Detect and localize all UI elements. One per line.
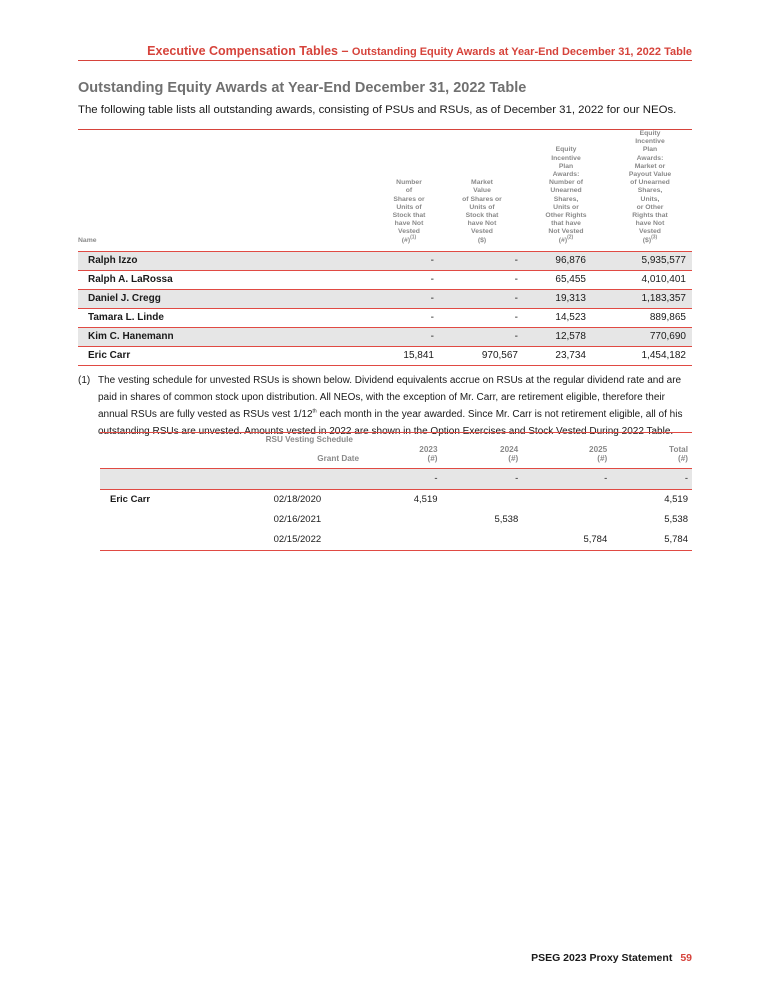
col-header-2024: 2024 (#) (500, 444, 519, 463)
row-shares: - (378, 308, 440, 327)
running-header-subsection: Outstanding Equity Awards at Year-End December 31, 2022 Table (351, 46, 692, 58)
row-value: - (440, 308, 524, 327)
col-header-2023: 2023 (#) (419, 444, 438, 463)
cell-2024: 5,538 (494, 514, 519, 525)
page-title: Outstanding Equity Awards at Year-End December 31, 2022 Table (78, 80, 527, 96)
col-header-market-value: Market Value of Shares or Units of Stock that have Not Vested ($) (440, 130, 524, 252)
running-header-section: Executive Compensation Tables – (147, 44, 349, 58)
table-row (100, 489, 692, 510)
running-header (78, 44, 692, 58)
cell-2025 (522, 510, 611, 530)
row-value: - (440, 289, 524, 308)
row-payout: 4,010,401 (608, 270, 692, 289)
row-name: Kim C. Hanemann (78, 327, 378, 346)
row-payout: 889,865 (608, 308, 692, 327)
cell-2024: - (442, 468, 523, 489)
rsu-header-row (100, 445, 692, 469)
cell-2025: 5,784 (522, 530, 611, 551)
footnote-ref-1: (1) (410, 234, 417, 241)
row-unearned: 65,455 (524, 270, 608, 289)
cell-2023 (369, 510, 441, 530)
col-header-shares-not-vested: Number of Shares or Units of Stock that have Not Vested (#)$^{(1)}$ (378, 130, 440, 252)
cell-2023: 4,519 (369, 489, 441, 510)
intro-paragraph: The following table lists all outstanding awards, consisting of PSUs and RSUs, as of December 31, 2022 for our NEOs. (78, 104, 677, 116)
footnote-ref-2: (2) (567, 234, 574, 241)
row-shares: - (378, 289, 440, 308)
table-row (78, 289, 692, 308)
col-header-unearned-shares: Equity Incentive Plan Awards: Number of Unearned Shares, Units or Other Rights that have Not Vested (#)$^{(2)}$ (524, 130, 608, 252)
cell-grant-date: 02/16/2021 (273, 514, 322, 525)
table-row (78, 346, 692, 365)
col-header-payout-value: Equity Incentive Plan Awards: Market or Payout Value of Unearned Shares, Units, or Other Rights that have Not Vested ($)$^{(3)}$ (608, 130, 692, 252)
row-value: - (440, 270, 524, 289)
row-value: 970,567 (440, 346, 524, 365)
rsu-vesting-schedule-table (100, 432, 692, 551)
table-row (100, 510, 692, 530)
row-payout: 1,454,182 (608, 346, 692, 365)
header-divider (78, 60, 692, 61)
row-name: Daniel J. Cregg (78, 289, 378, 308)
col-header-name: Name (78, 130, 378, 252)
outstanding-awards-table (78, 129, 692, 366)
row-shares: 15,841 (378, 346, 440, 365)
rsu-row-name: Eric Carr (100, 489, 266, 510)
table-row (78, 327, 692, 346)
col-header-2025: 2025 (#) (589, 444, 608, 463)
cell-total: 4,519 (611, 489, 692, 510)
cell-2023: - (369, 468, 441, 489)
footnote-marker: (1) (78, 375, 91, 386)
row-unearned: 23,734 (524, 346, 608, 365)
row-shares: - (378, 327, 440, 346)
cell-2025 (522, 489, 611, 510)
table-row (78, 251, 692, 270)
footnote-1 (78, 372, 692, 440)
cell-grant-date: 02/15/2022 (266, 530, 369, 551)
cell-grant-date: 02/18/2020 (266, 489, 369, 510)
row-unearned: 96,876 (524, 251, 608, 270)
cell-2025: - (522, 468, 611, 489)
cell-2024 (442, 489, 523, 510)
cell-2024 (442, 530, 523, 551)
row-name: Eric Carr (78, 346, 378, 365)
row-payout: 1,183,357 (608, 289, 692, 308)
footnote-ref-3: (3) (651, 234, 658, 241)
row-payout: 770,690 (608, 327, 692, 346)
cell-total: - (611, 468, 692, 489)
page-footer (531, 952, 692, 964)
row-unearned: 12,578 (524, 327, 608, 346)
row-value: - (440, 327, 524, 346)
footer-publication: PSEG 2023 Proxy Statement (531, 952, 673, 964)
table-row (78, 270, 692, 289)
table-header-row (78, 130, 692, 252)
rsu-table-caption: RSU Vesting Schedule (266, 433, 692, 445)
cell-total: 5,538 (664, 514, 688, 525)
row-name: Ralph A. LaRossa (78, 270, 378, 289)
cell-total: 5,784 (611, 530, 692, 551)
row-unearned: 19,313 (524, 289, 608, 308)
row-shares: - (378, 251, 440, 270)
cell-2023 (369, 530, 441, 551)
table-row (78, 308, 692, 327)
table-row (100, 468, 692, 489)
row-name: Tamara L. Linde (78, 308, 378, 327)
row-payout: 5,935,577 (608, 251, 692, 270)
table-row (100, 530, 692, 551)
page-number: 59 (680, 952, 692, 964)
row-unearned: 14,523 (524, 308, 608, 327)
col-header-grant-date: Grant Date (317, 454, 360, 463)
footnote-text: The vesting schedule for unvested RSUs is shown below. Dividend equivalents accrue on RSUs at the regular dividend rate and are paid in shares of common stock upon distribution. All NEOs, with the exception of Mr. Carr, are retirement eligible, therefore their annual RSUs are fully vested as RSUs vest 1/12th each month in the year awarded. Since Mr. Carr is not retirement eligible, all of his outstanding RSUs are unvested. Amounts vested in 2022 are shown in the Option Exercises and Stock Vested During 2022 Table. (98, 375, 683, 437)
col-header-total: Total (#) (669, 444, 688, 463)
row-value: - (440, 251, 524, 270)
row-shares: - (378, 270, 440, 289)
row-name: Ralph Izzo (78, 251, 378, 270)
